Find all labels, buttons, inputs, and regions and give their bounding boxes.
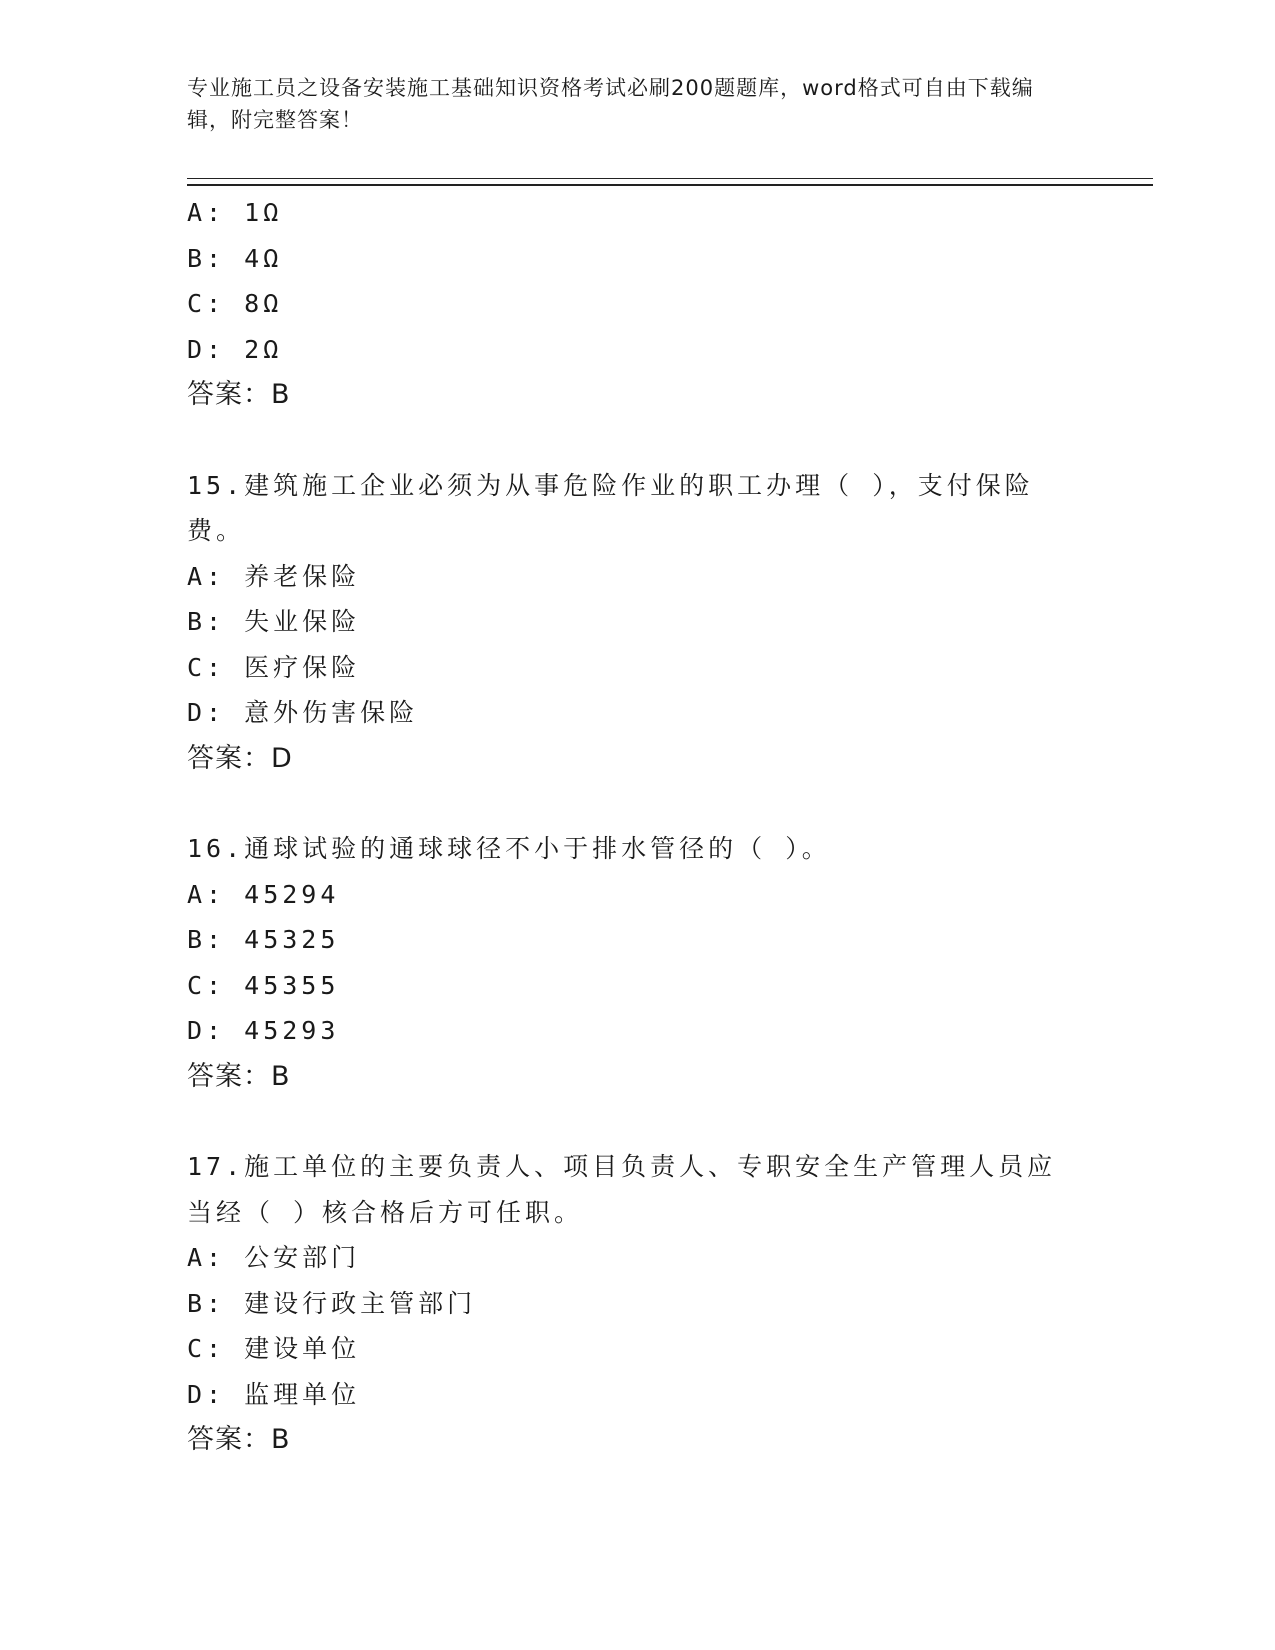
answer-line: 答案：D bbox=[187, 742, 293, 774]
option-a: A: 公安部门 bbox=[187, 1243, 361, 1272]
option-d: D: 45293 bbox=[187, 1016, 340, 1045]
answer-line: 答案：B bbox=[187, 1424, 291, 1455]
header-divider bbox=[187, 178, 1153, 186]
question-stem: 15.建筑施工企业必须为从事危险作业的职工办理（ ），支付保险费。 bbox=[187, 470, 1034, 545]
option-b: B: 4Ω bbox=[187, 243, 283, 273]
option-a: A: 养老保险 bbox=[187, 561, 361, 591]
question-block-16 bbox=[187, 826, 1067, 1099]
option-a: A: 1Ω bbox=[187, 198, 283, 227]
option-a: A: 45294 bbox=[187, 879, 340, 909]
answer-line: 答案：B bbox=[187, 1060, 291, 1092]
question-block-17 bbox=[187, 1144, 1067, 1463]
option-c: C: 8Ω bbox=[187, 289, 283, 318]
question-block-14 bbox=[187, 190, 1067, 418]
question-stem: 17.施工单位的主要负责人、项目负责人、专职安全生产管理人员应当经（ ）核合格后方可任职。 bbox=[187, 1152, 1057, 1227]
document-title: 专业施工员之设备安装施工基础知识资格考试必刷200题题库，word格式可自由下载编辑，附完整答案！ bbox=[187, 76, 1034, 132]
option-b: B: 失业保险 bbox=[187, 607, 361, 636]
option-c: C: 建设单位 bbox=[187, 1334, 361, 1363]
question-block-15 bbox=[187, 463, 1067, 782]
option-b: B: 45325 bbox=[187, 925, 340, 954]
option-d: D: 监理单位 bbox=[187, 1379, 361, 1409]
question-list bbox=[187, 190, 1067, 1463]
option-d: D: 2Ω bbox=[187, 334, 283, 364]
page-header bbox=[187, 72, 1067, 136]
option-d: D: 意外伤害保险 bbox=[187, 698, 419, 727]
option-c: C: 医疗保险 bbox=[187, 652, 361, 682]
answer-line: 答案：B bbox=[187, 379, 291, 410]
option-c: C: 45355 bbox=[187, 970, 340, 1000]
question-stem: 16.通球试验的通球球径不小于排水管径的（ ）。 bbox=[187, 834, 831, 863]
option-b: B: 建设行政主管部门 bbox=[187, 1288, 477, 1318]
